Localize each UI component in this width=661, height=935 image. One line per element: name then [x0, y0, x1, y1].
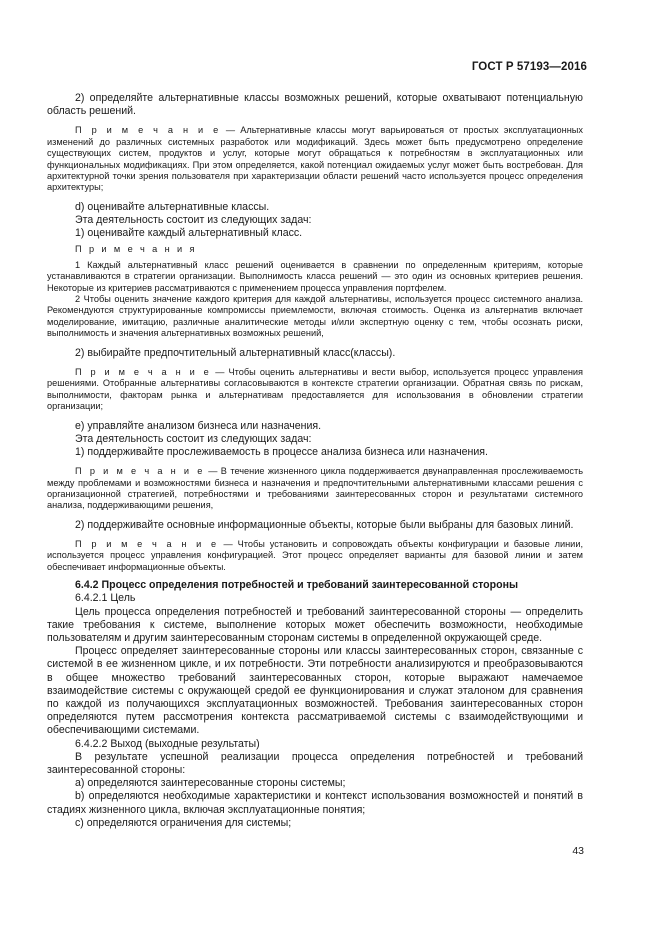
- item-e: е) управляйте анализом бизнеса или назначения.: [75, 419, 322, 432]
- task-1: 1) оценивайте каждый альтернативный класс.: [75, 227, 303, 240]
- document-id: ГОСТ Р 57193—2016: [471, 61, 587, 73]
- note-traceability: [47, 466, 583, 512]
- process-description: Процесс определяет заинтересованные стороны или классы заинтересованных сторон, связанные с системой в ее жизненном цикле, и их потребности. Эти потребности анализируются и преобразовываются в общее множество требований заинтересованных сторон, которые выражают намечаемое взаимодействие системы с окружающей средой ее функционирования и служат эталоном для сравнения по каждой из получающихся эксплуатационных возможностей. Требования заинтересованных сторон определяются путем рассмотрения контекста рассматриваемой системы с взаимодействующими и обеспечивающими системами.: [47, 645, 583, 737]
- notes-heading: П р и м е ч а н и я: [75, 244, 197, 255]
- item-d: d) оценивайте альтернативные классы.: [75, 200, 270, 213]
- paragraph-task-2: 2) определяйте альтернативные классы возможных решений, которые охватывают потенциальную область решений.: [47, 92, 583, 118]
- purpose-text: Цель процесса определения потребностей и требований заинтересованной стороны — определить такие требования к системе, выполнение которых может обеспечить возможности, необходимые пользователям и другим заинтересованным сторонам системы в определенной окружающей среде.: [47, 605, 583, 644]
- note-text: — В течение жизненного цикла поддерживается двунаправленная прослеживаемость между проблемами и возможностями бизнеса и назначения и предпочтительными альтернативными классами решения с организационной стратегией, потребностями и требованиями заинтересованных сторон и результатами системного анализа, поддерживающими решения,: [47, 466, 583, 511]
- note-label: П р и м е ч а н и е: [75, 366, 212, 377]
- outcomes-intro: В результате успешной реализации процесса определения потребностей и требований заинтересованной стороны:: [47, 750, 583, 777]
- note-label: П р и м е ч а н и е: [75, 538, 219, 549]
- note-label: П р и м е ч а н и е: [75, 466, 205, 477]
- note-decision-management: [47, 367, 583, 413]
- subsection-outcomes: 6.4.2.2 Выход (выходные результаты): [75, 737, 260, 750]
- note-2: 2 Чтобы оценить значение каждого критерия для каждой альтернативы, используется процесс системного анализа. Рекомендуются структурированные компромиссы приемлемости, включая стоимость. Оценка из альтернатив включает моделирование, имитацию, различные аналитические методы и/или экспертную оценку с тем, чтобы осознать риски, выполнимость и значения альтернативных возможных решений,: [47, 294, 583, 339]
- outcome-b: b) определяются необходимые характеристики и контекст использования возможностей и понятий в стадиях жизненного цикла, включая эксплуатационные понятия;: [47, 790, 583, 816]
- page-content: [47, 92, 583, 830]
- note-text: — Альтернативные классы могут варьироваться от простых эксплуатационных изменений до различных системных разработок или модификаций. Здесь может быть предусмотрено определение существующих систем, продуктов и услуг, которые могут обращаться к потребностям в эксплуатационных или функциональных модификациях. При этом определяется, какой потенциал ожидаемых услуг может быть востребован. Для архитектурной точки зрения пользователя при характеризации области решений часто используется процесс определения архитектуры;: [47, 125, 583, 193]
- note-configuration: [47, 539, 583, 573]
- note-text: — Чтобы установить и сопровождать объекты конфигурации и базовые линии, используется процесс управления конфигурацией. Этот процесс определяет варианты для базовой линии и затем обеспечивает информационные объекты.: [47, 538, 583, 572]
- section-heading-6-4-2: 6.4.2 Процесс определения потребностей и требований заинтересованной стороны: [75, 579, 519, 592]
- task-2-baselines: 2) поддерживайте основные информационные объекты, которые были выбраны для базовых линий.: [75, 518, 574, 531]
- note-text: — Чтобы оценить альтернативы и вести выбор, используется процесс управления решениями. Отобранные альтернативы согласовываются в контексте стратегии организации. Обратная связь по рискам, выполнимости, факторам рынка и альтернативам предоставляется для использования в обновлении стратегии организации;: [47, 366, 584, 412]
- note-label: П р и м е ч а н и е: [75, 125, 221, 136]
- outcome-a: а) определяются заинтересованные стороны системы;: [75, 777, 346, 790]
- subsection-purpose: 6.4.2.1 Цель: [75, 592, 136, 605]
- note-alternative-classes: [47, 125, 583, 193]
- page-number: 43: [572, 845, 584, 857]
- activity-intro-2: Эта деятельность состоит из следующих задач:: [75, 432, 312, 445]
- note-1: 1 Каждый альтернативный класс решений оценивается в сравнении по определенным критериям, которые устанавливаются в стратегии организации. Выполнимость класса решений — это один из основных критериев решения. Некоторые из критериев рассматриваются с применением процесса управления портфелем.: [47, 259, 583, 293]
- task-1-traceability: 1) поддерживайте прослеживаемость в процессе анализа бизнеса или назначения.: [75, 445, 488, 458]
- activity-intro: Эта деятельность состоит из следующих задач:: [75, 214, 312, 227]
- outcome-c: с) определяются ограничения для системы;: [75, 816, 292, 829]
- task-2-select: 2) выбирайте предпочтительный альтернативный класс(классы).: [75, 346, 396, 359]
